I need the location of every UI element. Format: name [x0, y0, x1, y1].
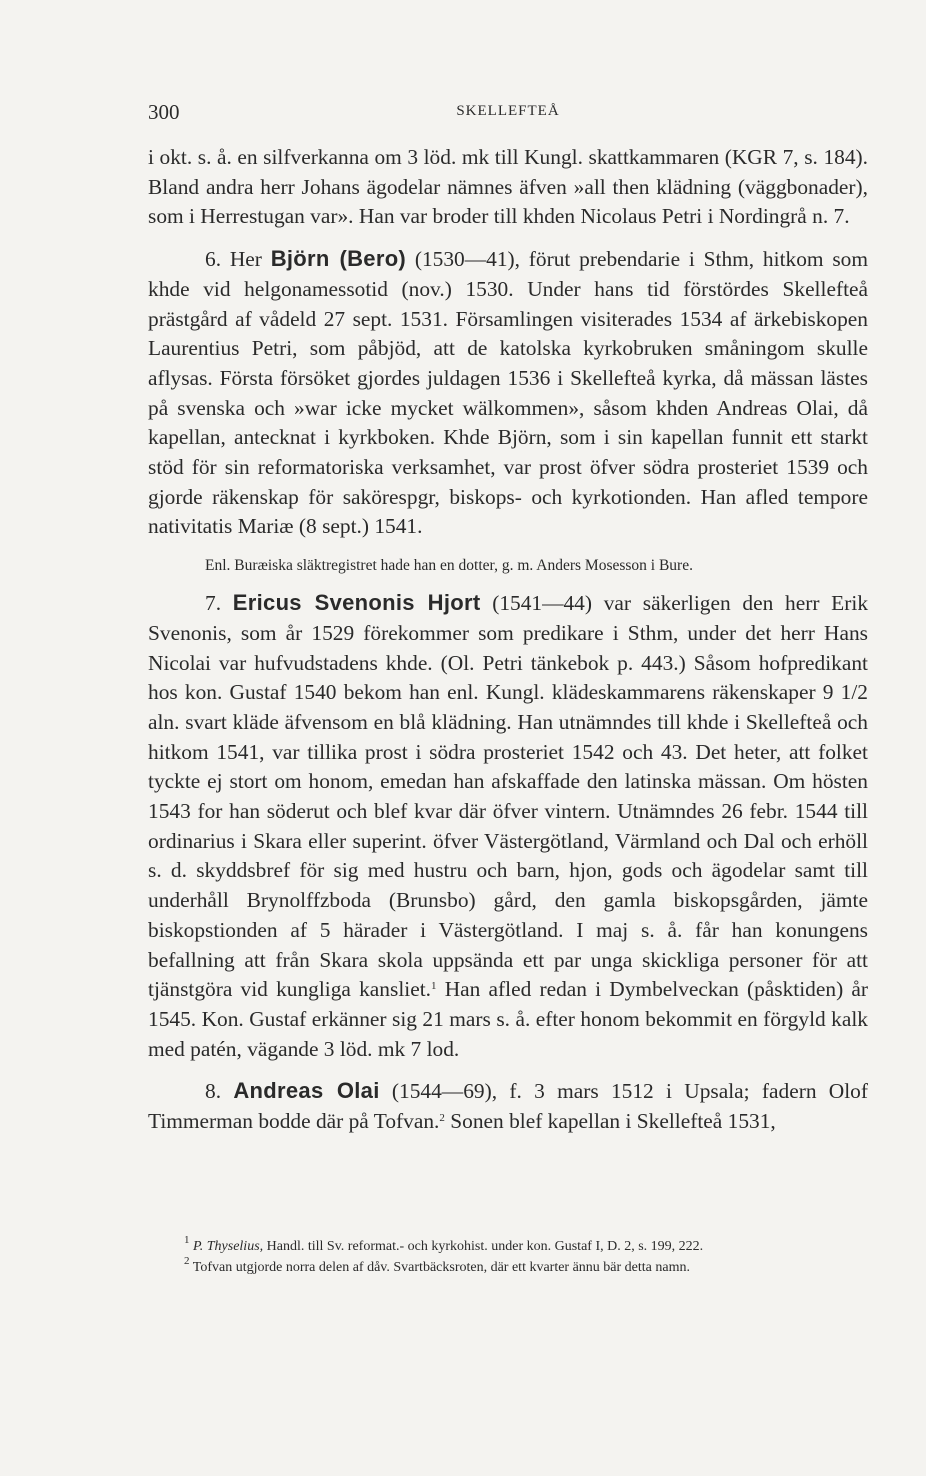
footnote-ref: 2	[439, 1112, 445, 1125]
footnote-text: Handl. till Sv. reformat.- och kyrkohist. under kon. Gustaf I, D. 2, s. 199, 222.	[263, 1239, 704, 1254]
entry-text: aln. svart kläde äfvensom en blå klädning. Han utnämndes till khde i Skellefteå och hitkom 1541, var tillika prost i södra prosteriet 1542 och 43. Det heter, att folket tyckte ej stort om honom, emedan han afskaffade den latinska mässan. Om hösten 1543 for han söderut och blef kvar där öfver vintern. Utnämndes 26 febr. 1544 till ordinarius i Skara eller superint. öfver Västergötland, Värmland och Dal och erhöll s. d. skyddsbref för sig med hustru och barn, hjon, gods och ägodelar samt till underhåll Brynolffzboda (Brunsbo) gård, den gamla biskopsgården, jämte biskopstionden af 5 härader i Västergötland. I maj s. å. får han konungens befallning att från Skara skola uppsända ett par unga skickliga personer för att tjänstgöra vid kungliga kansliet.	[148, 709, 868, 1002]
entry-number: 8.	[205, 1079, 234, 1104]
entry-7	[148, 588, 868, 1064]
entry-text: (1530—41), förut prebendarie i Sthm, hitkom som khde vid helgonamessotid (nov.) 1530. Under hans tid förstördes Skellefteå prästgård af vådeld 27 sept. 1531. Församlingen visiterades 1534 af ärkebiskopen Laurentius Petri, som påbjöd, att de katolska kyrkobruken småningom skulle aflysas. Första försöket gjordes juldagen 1536 i Skellefteå kyrka, då mässan lästes på svenska och »war icke mycket wälkommen», såsom khden Andreas Olai, då kapellan, antecknat i kyrkboken. Khde Björn, som i sin kapellan funnit ett starkt stöd för sin reformatoriska verksamhet, var prost öfver södra prosteriet 1539 och gjorde räkenskap för sakörespgr, biskops- och kyrkotionden. Han afled tempore nativitatis Mariæ (8 sept.) 1541.	[148, 247, 868, 539]
footnote-2	[148, 1257, 868, 1278]
running-title: SKELLEFTEÅ	[456, 103, 560, 119]
page-body	[148, 143, 868, 1137]
footnote-1	[148, 1236, 868, 1257]
entry-number: 7.	[205, 591, 233, 616]
footnotes	[148, 1236, 868, 1278]
entry-text: (1544—69), f. 3 mars 1512 i Upsala; fadern Olof Timmerman bodde där på Tofvan.	[148, 1079, 869, 1134]
footnote-author: P. Thyselius,	[193, 1239, 264, 1254]
entry-name: Björn (Bero)	[270, 246, 407, 272]
footnote-mark: 2	[184, 1255, 190, 1267]
page-number: 300	[148, 100, 180, 124]
footnote-ref: 1	[431, 980, 437, 993]
entry-name: Ericus Svenonis Hjort	[232, 590, 481, 616]
page-header	[148, 100, 868, 130]
entry-6	[148, 244, 868, 542]
paragraph-continued	[148, 143, 868, 232]
footnote-mark: 1	[184, 1234, 190, 1246]
entry-name: Andreas Olai	[233, 1078, 380, 1104]
small-note	[148, 556, 868, 576]
note-text: Enl. Buræiska släktregistret hade han en dotter, g. m. Anders Mosesson i Bure.	[205, 557, 693, 575]
paragraph-text: i okt. s. å. en silfverkanna om 3 löd. mk till Kungl. skattkammaren (KGR 7, s. 184). Bland andra herr Johans ägodelar nämnes äfven »all then klädning (väggbonader), som i Herrestugan var». Han var broder till khden Nicolaus Petri i Nordingrå n. 7.	[148, 145, 868, 229]
entry-text: Sonen blef kapellan i Skellefteå 1531,	[444, 1109, 776, 1134]
footnote-text: Tofvan utgjorde norra delen af dåv. Svartbäcksroten, där ett kvarter ännu bär detta namn.	[192, 1260, 690, 1275]
fraction: 1/2	[840, 680, 868, 705]
entry-text: Han afled redan i Dymbelveckan (påsktiden) år 1545. Kon. Gustaf erkänner sig 21 mars s. å. efter honom bekommit en förgyld kalk med patén, vägande 3 löd. mk 7 lod.	[148, 977, 868, 1061]
entry-text: (1541—44) var säkerligen den herr Erik Svenonis, som år 1529 förekommer som predikare i Sthm, under det herr Hans Nicolai var hufvudstadens khde. (Ol. Petri tänkebok p. 443.) Såsom hofpredikant hos kon. Gustaf 1540 bekom han enl. Kungl. klädeskammarens räkenskaper 9	[148, 591, 869, 705]
entry-number: 6. Her	[205, 247, 271, 272]
entry-8	[148, 1076, 868, 1136]
